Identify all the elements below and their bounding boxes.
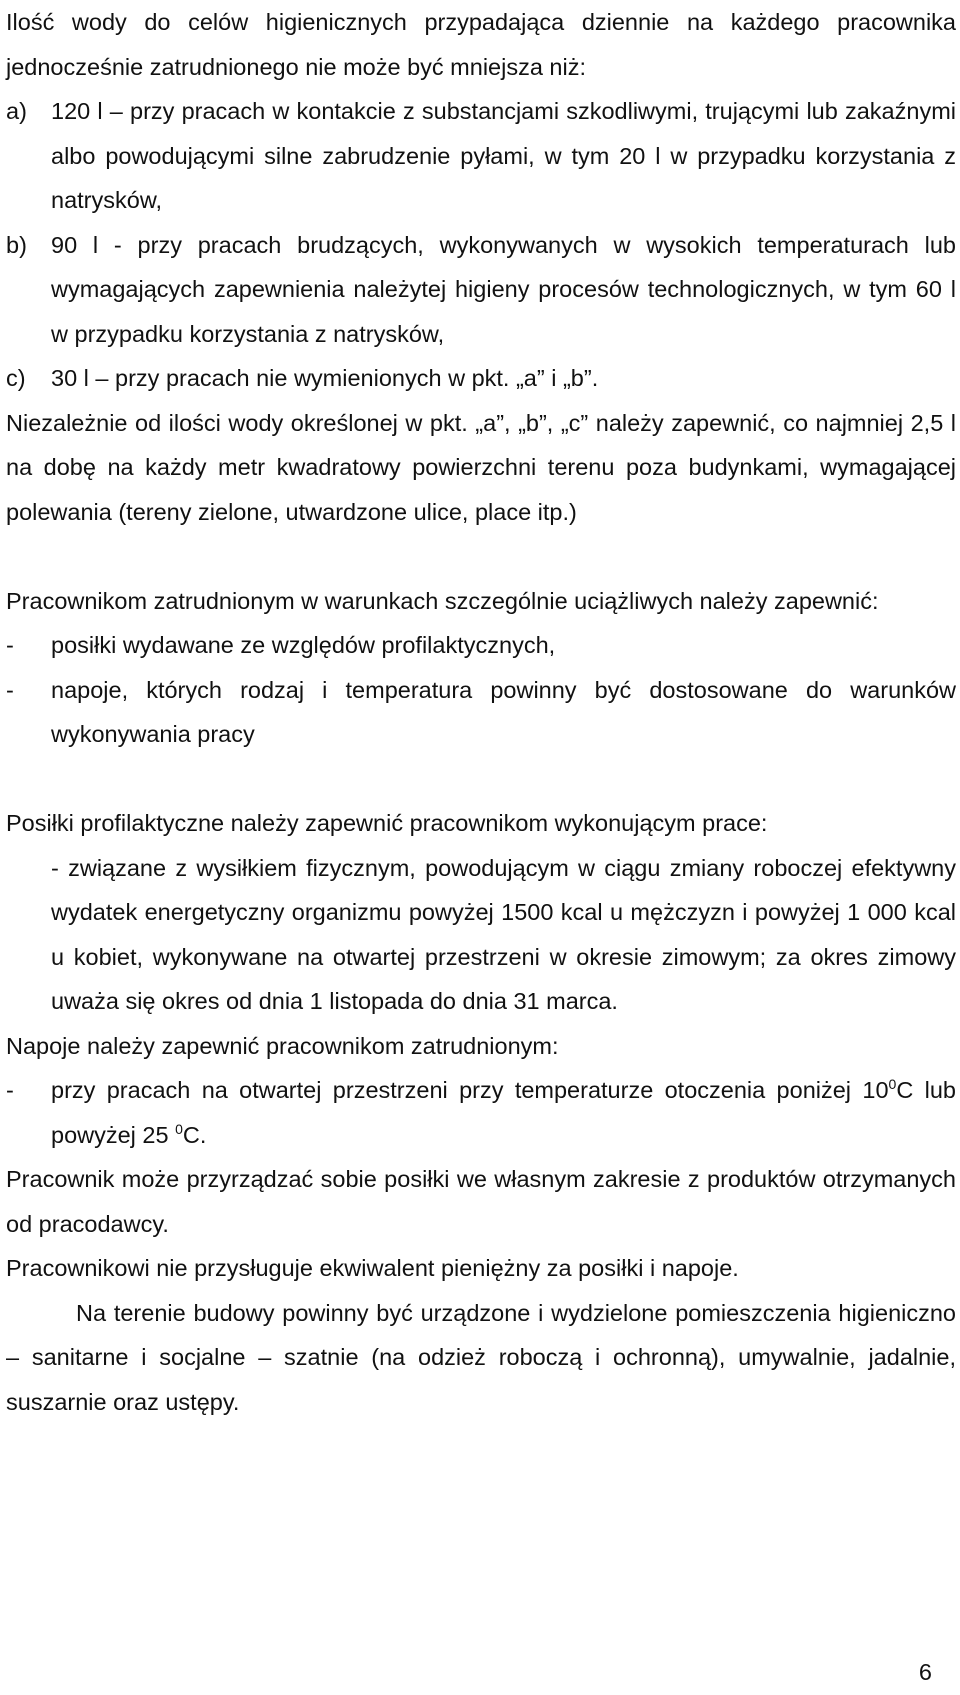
item-text: 30 l – przy pracach nie wymienionych w pkt. „a” i „b”. xyxy=(51,365,599,391)
dash-label: - xyxy=(6,632,14,658)
no-cash-paragraph: Pracownikowi nie przysługuje ekwiwalent pieniężny za posiłki i napoje. xyxy=(6,1255,739,1281)
meals-item: - związane z wysiłkiem fizycznym, powodującym w ciągu zmiany roboczej efektywny wydatek energetyczny organizmu powyżej 1500 kcal u mężczyzn i powyżej 1 000 kcal u kobiet, wykonywane na otwartej przestrzeni w okresie zimowym; za okres zimowy uważa się okres od dnia 1 listopada do dnia 31 marca. xyxy=(51,854,956,1014)
drinks-item xyxy=(6,1068,956,1157)
item-label: b) xyxy=(6,231,27,258)
dash-label: - xyxy=(6,1077,14,1103)
water-item-a xyxy=(6,89,956,223)
item-label: c) xyxy=(6,365,26,391)
site-facilities-paragraph: Na terenie budowy powinny być urządzone i wydzielone pomieszczenia higieniczno – sanitarne i socjalne – szatnie (na odzież roboczą i ochronną), umywalnie, jadalnie, suszarnie oraz ustępy. xyxy=(6,1299,956,1415)
page-number: 6 xyxy=(918,1659,932,1685)
degree-superscript: 0 xyxy=(175,1120,183,1137)
item-text: 120 l – przy pracach w kontakcie z substancjami szkodliwymi, trującymi lub zakaźnymi albo powodującymi silne zabrudzenie pyłami, w tym 20 l w przypadku korzystania z natrysków, xyxy=(51,98,956,213)
irrigation-paragraph: Niezależnie od ilości wody określonej w pkt. „a”, „b”, „c” należy zapewnić, co najmniej 2,5 l na dobę na każdy metr kwadratowy powierzchni terenu poza budynkami, wymagającej polewania (tereny zielone, utwardzone ulice, place itp.) xyxy=(6,409,956,525)
drinks-intro: Napoje należy zapewnić pracownikom zatrudnionym: xyxy=(6,1032,559,1059)
water-item-c xyxy=(6,356,956,401)
hard-conditions-item-drinks xyxy=(6,668,956,757)
item-text: przy pracach na otwartej przestrzeni przy temperaturze otoczenia poniżej $10^0C$ lub powyżej 25 $^0$C. xyxy=(51,1076,956,1148)
degree-superscript: 0 xyxy=(888,1076,897,1092)
self-prep-paragraph: Pracownik może przyrządzać sobie posiłki we własnym zakresie z produktów otrzymanych od pracodawcy. xyxy=(6,1166,956,1237)
item-label: a) xyxy=(6,98,27,124)
water-item-b xyxy=(6,223,956,357)
item-text: napoje, których rodzaj i temperatura powinny być dostosowane do warunków wykonywania pracy xyxy=(51,676,956,747)
dash-label: - xyxy=(6,676,14,703)
item-text: 90 l - przy pracach brudzących, wykonywanych w wysokich temperaturach lub wymagających zapewnienia należytej higieny procesów technologicznych, w tym 60 l w przypadku korzystania z natrysków, xyxy=(51,231,956,347)
hard-conditions-intro: Pracownikom zatrudnionym w warunkach szczególnie uciążliwych należy zapewnić: xyxy=(6,587,879,614)
water-intro: Ilość wody do celów higienicznych przypadająca dziennie na każdego pracownika jednocześnie zatrudnionego nie może być mniejsza niż: xyxy=(6,9,956,80)
hard-conditions-item-meals xyxy=(6,623,956,668)
document-page xyxy=(6,0,956,1424)
item-text: posiłki wydawane ze względów profilaktycznych, xyxy=(51,632,556,658)
meals-intro: Posiłki profilaktyczne należy zapewnić pracownikom wykonującym prace: xyxy=(6,810,768,836)
